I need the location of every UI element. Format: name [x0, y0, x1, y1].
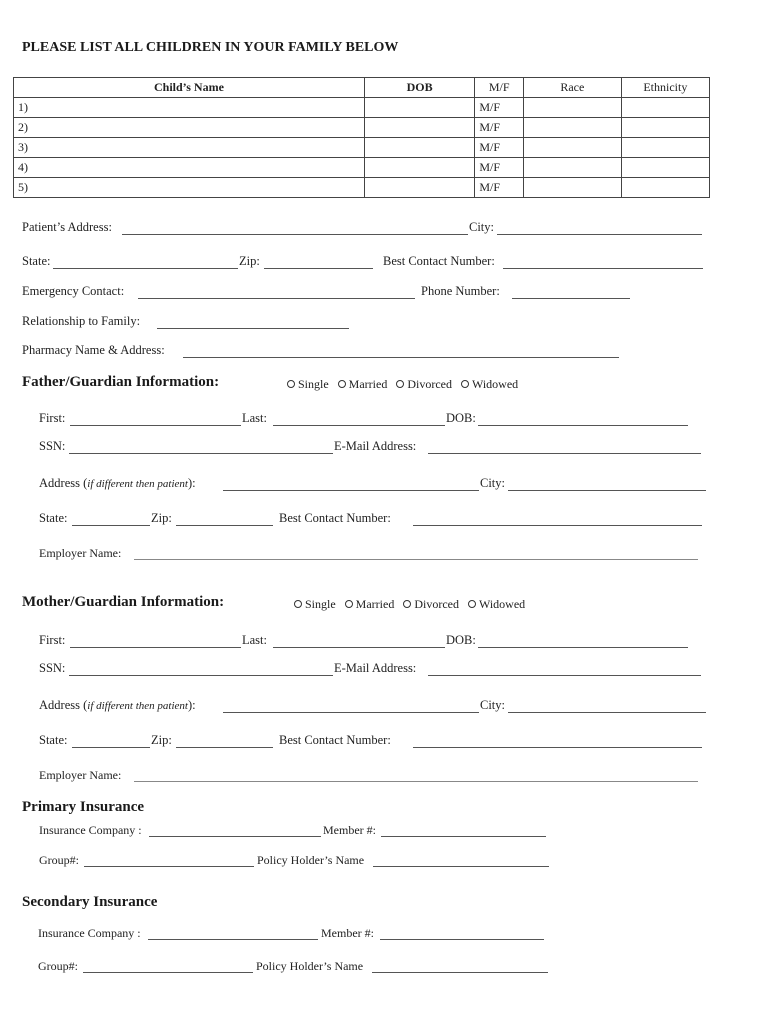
father-ssn-field[interactable] — [69, 453, 333, 454]
child-mf-cell[interactable]: M/F — [475, 98, 524, 118]
option-label: Divorced — [414, 597, 459, 611]
primary-company-field[interactable] — [149, 836, 321, 837]
column-header-childs-name: Child’s Name — [14, 78, 365, 98]
option-label: Single — [298, 377, 329, 391]
patient-state-label: State: — [22, 254, 51, 268]
father-email-label: E-Mail Address: — [334, 439, 417, 453]
page-title: PLEASE LIST ALL CHILDREN IN YOUR FAMILY BELOW — [22, 40, 399, 55]
father-first-field[interactable] — [70, 425, 241, 426]
column-header-dob: DOB — [364, 78, 474, 98]
child-mf-cell[interactable]: M/F — [475, 158, 524, 178]
patient-address-label: Patient’s Address: — [22, 220, 112, 234]
mother-section-title: Mother/Guardian Information: — [22, 594, 225, 610]
child-mf-cell[interactable]: M/F — [475, 138, 524, 158]
relationship-field[interactable] — [157, 328, 349, 329]
mother-employer-label: Employer Name: — [39, 768, 122, 782]
radio-icon — [468, 600, 476, 608]
child-dob-cell[interactable] — [364, 138, 474, 158]
primary-policy-holder-field[interactable] — [373, 866, 549, 867]
row-number: 3) — [18, 140, 28, 154]
option-label: Single — [305, 597, 336, 611]
secondary-company-field[interactable] — [148, 939, 318, 940]
mother-employer-field[interactable] — [134, 781, 698, 782]
option-label: Widowed — [478, 597, 526, 611]
father-last-field[interactable] — [273, 425, 445, 426]
primary-policy-holder-label: Policy Holder’s Name — [257, 853, 365, 867]
mother-city-label: City: — [480, 698, 506, 712]
father-zip-label: Zip: — [151, 511, 172, 525]
child-name-cell[interactable] — [14, 118, 365, 138]
radio-icon — [287, 380, 295, 388]
father-option-widowed[interactable] — [461, 377, 518, 391]
primary-company-label: Insurance Company : — [39, 823, 142, 837]
father-section-title: Father/Guardian Information: — [22, 374, 220, 390]
father-first-label: First: — [39, 411, 66, 425]
child-dob-cell[interactable] — [364, 118, 474, 138]
father-zip-field[interactable] — [176, 525, 273, 526]
father-email-field[interactable] — [428, 453, 701, 454]
column-header-ethnicity: Ethnicity — [621, 78, 709, 98]
father-address-field[interactable] — [223, 490, 479, 491]
option-label: Widowed — [471, 377, 519, 391]
radio-icon — [338, 380, 346, 388]
radio-icon — [461, 380, 469, 388]
patient-city-label: City: — [469, 220, 495, 234]
secondary-group-label: Group#: — [38, 959, 78, 973]
pharmacy-field[interactable] — [183, 357, 619, 358]
option-label: Divorced — [407, 377, 452, 391]
child-mf-cell[interactable]: M/F — [475, 118, 524, 138]
secondary-group-field[interactable] — [83, 972, 253, 973]
mother-state-label: State: — [39, 733, 68, 747]
phone-number-field[interactable] — [512, 298, 630, 299]
father-employer-label: Employer Name: — [39, 546, 122, 560]
mother-ssn-label: SSN: — [39, 661, 66, 675]
father-state-field[interactable] — [72, 525, 150, 526]
mother-email-field[interactable] — [428, 675, 701, 676]
patient-address-field[interactable] — [122, 234, 468, 235]
mother-address-field[interactable] — [223, 712, 479, 713]
father-option-married[interactable] — [338, 377, 388, 391]
child-dob-cell[interactable] — [364, 158, 474, 178]
mother-state-field[interactable] — [72, 747, 150, 748]
father-state-label: State: — [39, 511, 68, 525]
row-number: 2) — [18, 120, 28, 134]
table-row — [14, 118, 710, 138]
address-label-suffix: ): — [187, 698, 196, 712]
secondary-insurance-title: Secondary Insurance — [22, 894, 158, 910]
address-label-note: if different then patient — [87, 700, 188, 712]
mother-option-widowed[interactable] — [468, 597, 525, 611]
row-number: 1) — [18, 100, 28, 114]
mother-email-label: E-Mail Address: — [334, 661, 417, 675]
child-ethnicity-cell[interactable] — [621, 118, 709, 138]
child-mf-cell[interactable]: M/F — [475, 178, 524, 198]
father-option-divorced[interactable] — [396, 377, 452, 391]
mother-zip-field[interactable] — [176, 747, 273, 748]
mother-last-field[interactable] — [273, 647, 445, 648]
mother-dob-label: DOB: — [446, 633, 476, 647]
father-ssn-label: SSN: — [39, 439, 66, 453]
mother-ssn-field[interactable] — [69, 675, 333, 676]
child-race-cell[interactable] — [523, 98, 621, 118]
mother-option-married[interactable] — [345, 597, 395, 611]
table-row — [14, 158, 710, 178]
mother-city-field[interactable] — [508, 712, 706, 713]
father-best-contact-label: Best Contact Number: — [279, 511, 391, 525]
secondary-company-label: Insurance Company : — [38, 926, 141, 940]
address-label-note: if different then patient — [87, 478, 188, 490]
row-number: 5) — [18, 180, 28, 194]
child-ethnicity-cell[interactable] — [621, 98, 709, 118]
mother-best-contact-label: Best Contact Number: — [279, 733, 391, 747]
phone-number-label: Phone Number: — [421, 284, 500, 298]
secondary-policy-holder-label: Policy Holder’s Name — [256, 959, 364, 973]
radio-icon — [345, 600, 353, 608]
mother-option-single[interactable] — [294, 597, 336, 611]
option-label: Married — [355, 597, 395, 611]
child-name-cell[interactable] — [14, 178, 365, 198]
child-race-cell[interactable] — [523, 118, 621, 138]
primary-group-field[interactable] — [84, 866, 254, 867]
primary-insurance-title: Primary Insurance — [22, 799, 145, 815]
child-race-cell[interactable] — [523, 158, 621, 178]
father-last-label: Last: — [242, 411, 267, 425]
option-label: Married — [348, 377, 388, 391]
mother-zip-label: Zip: — [151, 733, 172, 747]
father-dob-label: DOB: — [446, 411, 476, 425]
pharmacy-label: Pharmacy Name & Address: — [22, 343, 165, 357]
table-row — [14, 138, 710, 158]
patient-city-field[interactable] — [497, 234, 702, 235]
father-city-label: City: — [480, 476, 506, 490]
mother-first-label: First: — [39, 633, 66, 647]
child-dob-cell[interactable] — [364, 98, 474, 118]
children-table — [13, 77, 710, 198]
child-ethnicity-cell[interactable] — [621, 178, 709, 198]
patient-zip-label: Zip: — [239, 254, 260, 268]
father-option-single[interactable] — [287, 377, 329, 391]
patient-zip-field[interactable] — [264, 268, 373, 269]
address-label-suffix: ): — [187, 476, 196, 490]
table-row — [14, 178, 710, 198]
row-number: 4) — [18, 160, 28, 174]
mother-option-divorced[interactable] — [403, 597, 459, 611]
child-name-cell[interactable] — [14, 138, 365, 158]
child-ethnicity-cell[interactable] — [621, 158, 709, 178]
father-dob-field[interactable] — [478, 425, 688, 426]
mother-last-label: Last: — [242, 633, 267, 647]
father-city-field[interactable] — [508, 490, 706, 491]
emergency-contact-label: Emergency Contact: — [22, 284, 125, 298]
child-ethnicity-cell[interactable] — [621, 138, 709, 158]
primary-member-field[interactable] — [381, 836, 546, 837]
father-marital-status — [287, 377, 527, 392]
column-header-race: Race — [523, 78, 621, 98]
patient-best-contact-label: Best Contact Number: — [383, 254, 495, 268]
radio-icon — [403, 600, 411, 608]
radio-icon — [294, 600, 302, 608]
child-dob-cell[interactable] — [364, 178, 474, 198]
mother-address-label — [39, 698, 196, 713]
mother-dob-field[interactable] — [478, 647, 688, 648]
address-label-text: Address ( — [39, 476, 88, 490]
father-employer-field[interactable] — [134, 559, 698, 560]
table-row — [14, 98, 710, 118]
emergency-contact-field[interactable] — [138, 298, 415, 299]
child-race-cell[interactable] — [523, 178, 621, 198]
child-name-cell[interactable] — [14, 98, 365, 118]
secondary-policy-holder-field[interactable] — [372, 972, 548, 973]
mother-best-contact-field[interactable] — [413, 747, 702, 748]
mother-marital-status — [294, 597, 534, 612]
secondary-member-field[interactable] — [380, 939, 544, 940]
child-name-cell[interactable] — [14, 158, 365, 178]
secondary-member-label: Member #: — [321, 926, 374, 940]
relationship-label: Relationship to Family: — [22, 314, 141, 328]
father-best-contact-field[interactable] — [413, 525, 702, 526]
primary-member-label: Member #: — [323, 823, 376, 837]
patient-state-field[interactable] — [53, 268, 238, 269]
radio-icon — [396, 380, 404, 388]
primary-group-label: Group#: — [39, 853, 79, 867]
patient-best-contact-field[interactable] — [503, 268, 703, 269]
mother-first-field[interactable] — [70, 647, 241, 648]
father-address-label — [39, 476, 196, 491]
table-header-row — [14, 78, 710, 98]
column-header-mf: M/F — [475, 78, 524, 98]
address-label-text: Address ( — [39, 698, 88, 712]
child-race-cell[interactable] — [523, 138, 621, 158]
